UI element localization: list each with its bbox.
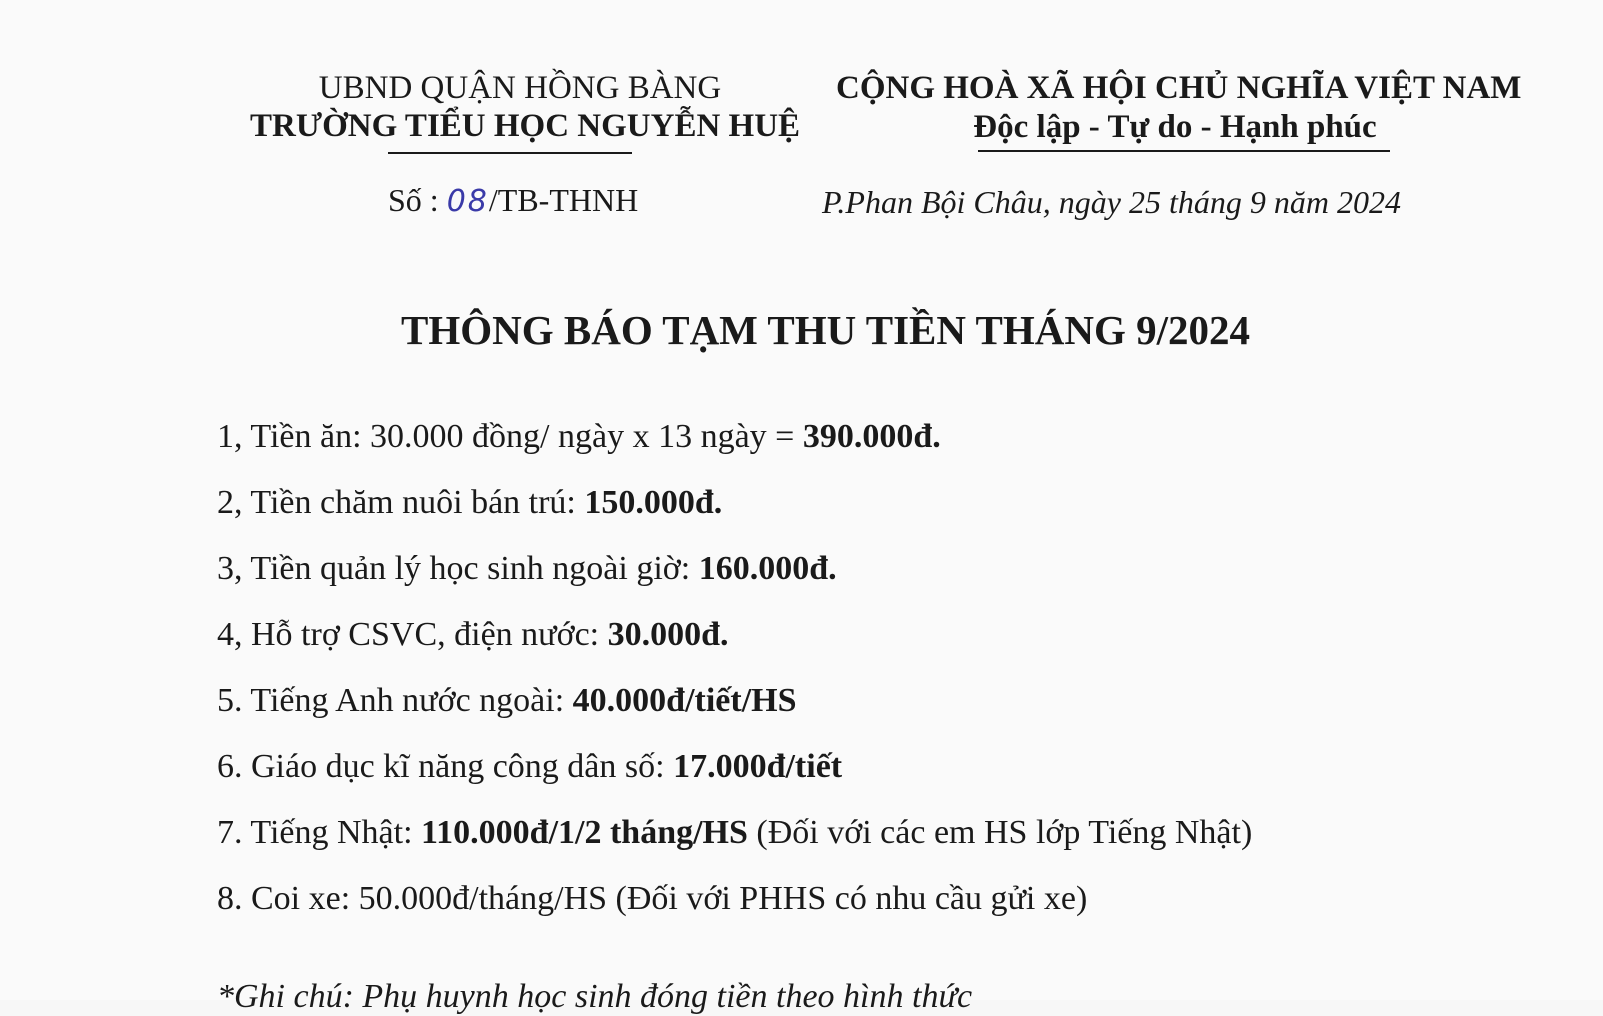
authority-name: UBND QUẬN HỒNG BÀNG bbox=[318, 70, 722, 106]
doc-number-prefix: Số : bbox=[388, 182, 439, 218]
fee-item-5 bbox=[217, 668, 1252, 734]
fee-label: 7. Tiếng Nhật: bbox=[217, 814, 422, 851]
fee-amount: 160.000đ. bbox=[698, 550, 837, 587]
fee-item-2 bbox=[217, 470, 1252, 536]
fee-item-8 bbox=[217, 866, 1252, 932]
school-name-underline bbox=[388, 152, 632, 154]
fee-label: 1, Tiền ăn: 30.000 đồng/ ngày x 13 ngày = bbox=[217, 418, 803, 455]
fee-amount: 40.000đ/tiết/HS bbox=[572, 682, 797, 719]
school-name: TRƯỜNG TIỂU HỌC NGUYỄN HUỆ bbox=[250, 108, 801, 144]
payment-note: *Ghi chú: Phụ huynh học sinh đóng tiền theo hình thức bbox=[217, 978, 973, 1015]
fee-item-6 bbox=[217, 734, 1252, 800]
fee-label: 4, Hỗ trợ CSVC, điện nước: bbox=[217, 616, 608, 653]
notice-title: THÔNG BÁO TẠM THU TIỀN THÁNG 9/2024 bbox=[400, 307, 1250, 353]
fee-item-4 bbox=[217, 602, 1252, 668]
fee-amount: 390.000đ. bbox=[802, 418, 941, 455]
nation-name: CỘNG HOÀ XÃ HỘI CHỦ NGHĨA VIỆT NAM bbox=[836, 70, 1522, 106]
document-number bbox=[388, 182, 638, 219]
fee-amount: 150.000đ. bbox=[584, 484, 723, 521]
fee-note: (Đối với các em HS lớp Tiếng Nhật) bbox=[747, 814, 1253, 851]
national-motto: Độc lập - Tự do - Hạnh phúc bbox=[973, 109, 1377, 145]
fee-label: 5. Tiếng Anh nước ngoài: bbox=[217, 682, 573, 719]
fee-label: 6. Giáo dục kĩ năng công dân số: bbox=[217, 748, 674, 785]
fee-amount: 110.000đ/1/2 tháng/HS bbox=[421, 814, 748, 851]
fee-label: 2, Tiền chăm nuôi bán trú: bbox=[217, 484, 585, 521]
motto-underline bbox=[978, 150, 1390, 152]
fee-item-7 bbox=[217, 800, 1252, 866]
fee-item-1 bbox=[217, 404, 1252, 470]
place-and-date: P.Phan Bội Châu, ngày 25 tháng 9 năm 2024 bbox=[822, 184, 1401, 220]
fee-label: 8. Coi xe: 50.000đ/tháng/HS (Đối với PHHS có nhu cầu gửi xe) bbox=[217, 880, 1088, 917]
doc-number-handwritten: 08 bbox=[446, 184, 489, 219]
fee-amount: 30.000đ. bbox=[607, 616, 729, 653]
fee-item-3 bbox=[217, 536, 1252, 602]
fee-list bbox=[217, 404, 1252, 932]
fee-amount: 17.000đ/tiết bbox=[673, 748, 843, 785]
doc-number-suffix: /TB-THNH bbox=[488, 182, 639, 218]
fee-label: 3, Tiền quản lý học sinh ngoài giờ: bbox=[217, 550, 699, 587]
